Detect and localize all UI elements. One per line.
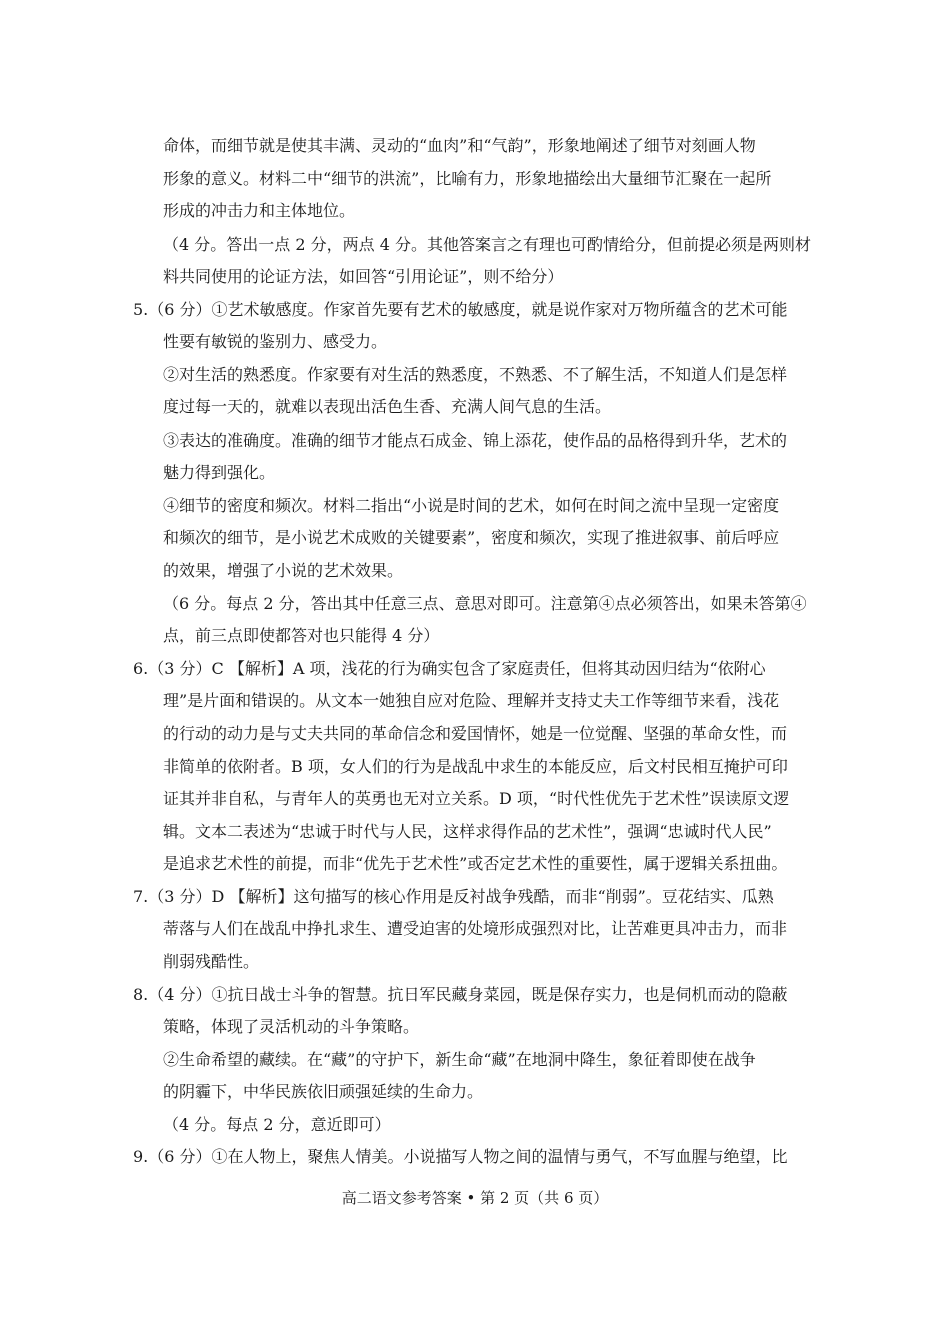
page-footer: 高二语文参考答案 • 第 2 页（共 6 页） xyxy=(341,1189,609,1207)
text-line: 的阴霾下，中华民族依旧顽强延续的生命力。 xyxy=(163,1082,484,1101)
question-6-line: 6.（3 分）C 【解析】A 项，浅花的行为确实包含了家庭责任，但将其动因归结为“依附心 xyxy=(133,659,766,678)
text-line: 理”是片面和错误的。从文本一她独自应对危险、理解并支持丈夫工作等细节来看，浅花 xyxy=(163,691,780,710)
text-line: （4 分。每点 2 分，意近即可） xyxy=(163,1115,391,1134)
text-line: ③表达的准确度。准确的细节才能点石成金、锦上添花，使作品的品格得到升华，艺术的 xyxy=(163,431,788,450)
text-line: 蒂落与人们在战乱中挣扎求生、遭受迫害的处境形成强烈对比，让苦难更具冲击力，而非 xyxy=(163,919,788,938)
text-line: 魅力得到强化。 xyxy=(163,463,276,482)
text-line: （6 分。每点 2 分，答出其中任意三点、意思对即可。注意第④点必须答出，如果未答第④ xyxy=(163,594,807,613)
text-line: ②对生活的熟悉度。作家要有对生活的熟悉度，不熟悉、不了解生活，不知道人们是怎样 xyxy=(163,365,788,384)
question-5-line: 5.（6 分）①艺术敏感度。作家首先要有艺术的敏感度，就是说作家对万物所蕴含的艺术可能 xyxy=(133,300,788,319)
text-line: 非简单的依附者。B 项，女人们的行为是战乱中求生的本能反应，后文村民相互掩护可印 xyxy=(163,757,788,776)
text-line: ④细节的密度和频次。材料二指出“小说是时间的艺术，如何在时间之流中呈现一定密度 xyxy=(163,496,780,515)
text-line: 证其并非自私，与青年人的英勇也无对立关系。D 项，“时代性优先于艺术性”误读原文逻 xyxy=(163,789,790,808)
text-line: 策略，体现了灵活机动的斗争策略。 xyxy=(163,1017,420,1036)
text-line: 性要有敏锐的鉴别力、感受力。 xyxy=(163,332,388,351)
text-line: 料共同使用的论证方法，如回答“引用论证”，则不给分） xyxy=(163,267,564,286)
text-line: ②生命希望的藏续。在“藏”的守护下，新生命“藏”在地洞中降生，象征着即使在战争 xyxy=(163,1050,756,1069)
question-8-line: 8.（4 分）①抗日战士斗争的智慧。抗日军民藏身菜园，既是保存实力，也是伺机而动的隐蔽 xyxy=(133,985,788,1004)
text-line: 辑。文本二表述为“忠诚于时代与人民，这样求得作品的艺术性”，强调“忠诚时代人民” xyxy=(163,822,772,841)
question-7-line: 7.（3 分）D 【解析】这句描写的核心作用是反衬战争残酷，而非“削弱”。豆花结实、瓜熟 xyxy=(133,887,774,906)
text-line: 命体，而细节就是使其丰满、灵动的“血肉”和“气韵”，形象地阐述了细节对刻画人物 xyxy=(163,136,756,155)
question-9-line: 9.（6 分）①在人物上，聚焦人情美。小说描写人物之间的温情与勇气，不写血腥与绝望，比 xyxy=(133,1147,788,1166)
text-line: 和频次的细节，是小说艺术成败的关键要素”，密度和频次，实现了推进叙事、前后呼应 xyxy=(163,528,780,547)
text-line: 是追求艺术性的前提，而非“优先于艺术性”或否定艺术性的重要性，属于逻辑关系扭曲。 xyxy=(163,854,788,873)
text-line: 点，前三点即使都答对也只能得 4 分） xyxy=(163,626,440,645)
text-line: 的效果，增强了小说的艺术效果。 xyxy=(163,561,404,580)
text-line: （4 分。答出一点 2 分，两点 4 分。其他答案言之有理也可酌情给分，但前提必须是两则材 xyxy=(163,235,811,254)
text-line: 削弱残酷性。 xyxy=(163,952,260,971)
text-line: 的行动的动力是与丈夫共同的革命信念和爱国情怀，她是一位觉醒、坚强的革命女性，而 xyxy=(163,724,788,743)
text-line: 形象的意义。材料二中“细节的洪流”，比喻有力，形象地描绘出大量细节汇聚在一起所 xyxy=(163,169,772,188)
text-line: 形成的冲击力和主体地位。 xyxy=(163,201,356,220)
text-line: 度过每一天的，就难以表现出活色生香、充满人间气息的生活。 xyxy=(163,397,612,416)
